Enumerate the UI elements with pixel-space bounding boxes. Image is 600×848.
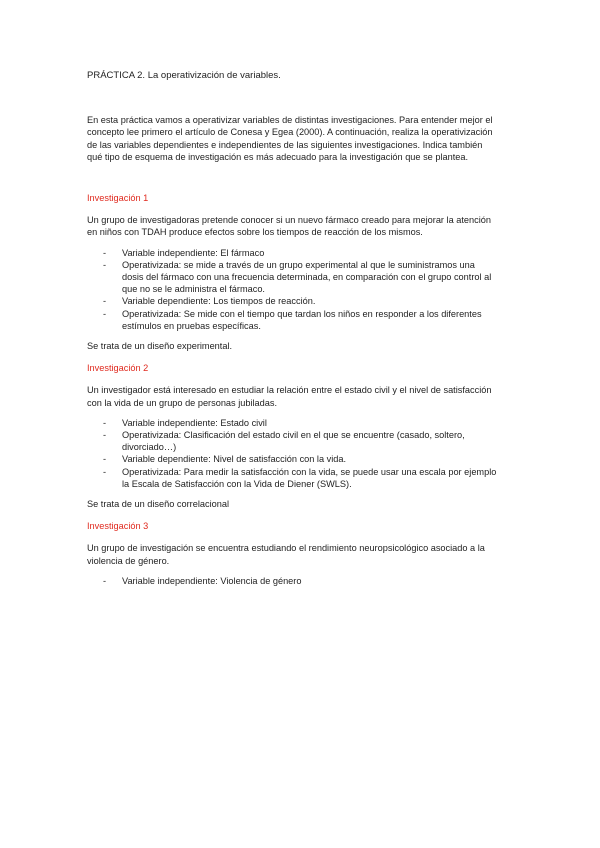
variable-list [87,575,497,587]
investigation-heading: Investigación 1 [87,193,149,204]
document-title: PRÁCTICA 2. La operativización de variables. [87,70,281,81]
variable-list [87,247,497,332]
investigation-description: Un grupo de investigadoras pretende conocer si un nuevo fármaco creado para mejorar la atención en niños con TDAH produce efectos sobre los tiempos de reacción de los mismos. [87,215,491,238]
list-item: - Variable independiente: Estado civil [87,417,497,429]
intro-paragraph: En esta práctica vamos a operativizar variables de distintas investigaciones. Para entender mejor el concepto lee primero el artículo de Conesa y Egea (2000). A continuación, realiza la operativización de las variables dependientes e independientes de las siguientes investigaciones. Indica también qué tipo de esquema de investigación es más adecuado para la investigación que se plantea. [87,115,493,162]
list-item: - Variable dependiente: Nivel de satisfacción con la vida. [87,453,497,465]
investigation-2 [87,362,497,510]
investigation-1 [87,192,497,352]
investigation-heading: Investigación 3 [87,521,149,532]
design-conclusion: Se trata de un diseño experimental. [87,341,233,352]
variable-list [87,417,497,490]
investigation-description: Un grupo de investigación se encuentra estudiando el rendimiento neuropsicológico asociado a la violencia de género. [87,543,485,566]
list-item: - Operativizada: Se mide con el tiempo que tardan los niños en responder a los diferentes estímulos en pruebas específicas. [87,308,497,332]
list-item: - Variable dependiente: Los tiempos de reacción. [87,295,497,307]
investigation-3 [87,520,497,587]
list-item: - Operativizada: se mide a través de un grupo experimental al que le suministramos una dosis del fármaco con una frecuencia determinada, en comparación con el grupo control al que no se le administra el fármaco. [87,259,497,296]
list-item: - Variable independiente: Violencia de género [87,575,497,587]
document-page [87,70,497,587]
list-item: - Operativizada: Clasificación del estado civil en el que se encuentre (casado, soltero, divorciado…) [87,429,497,453]
list-item: - Variable independiente: El fármaco [87,247,497,259]
list-item: - Operativizada: Para medir la satisfacción con la vida, se puede usar una escala por ejemplo la Escala de Satisfacción con la Vida de Diener (SWLS). [87,466,497,490]
investigation-description: Un investigador está interesado en estudiar la relación entre el estado civil y el nivel de satisfacción con la vida de un grupo de personas jubiladas. [87,385,492,408]
design-conclusion: Se trata de un diseño correlacional [87,499,229,510]
investigation-heading: Investigación 2 [87,363,149,374]
